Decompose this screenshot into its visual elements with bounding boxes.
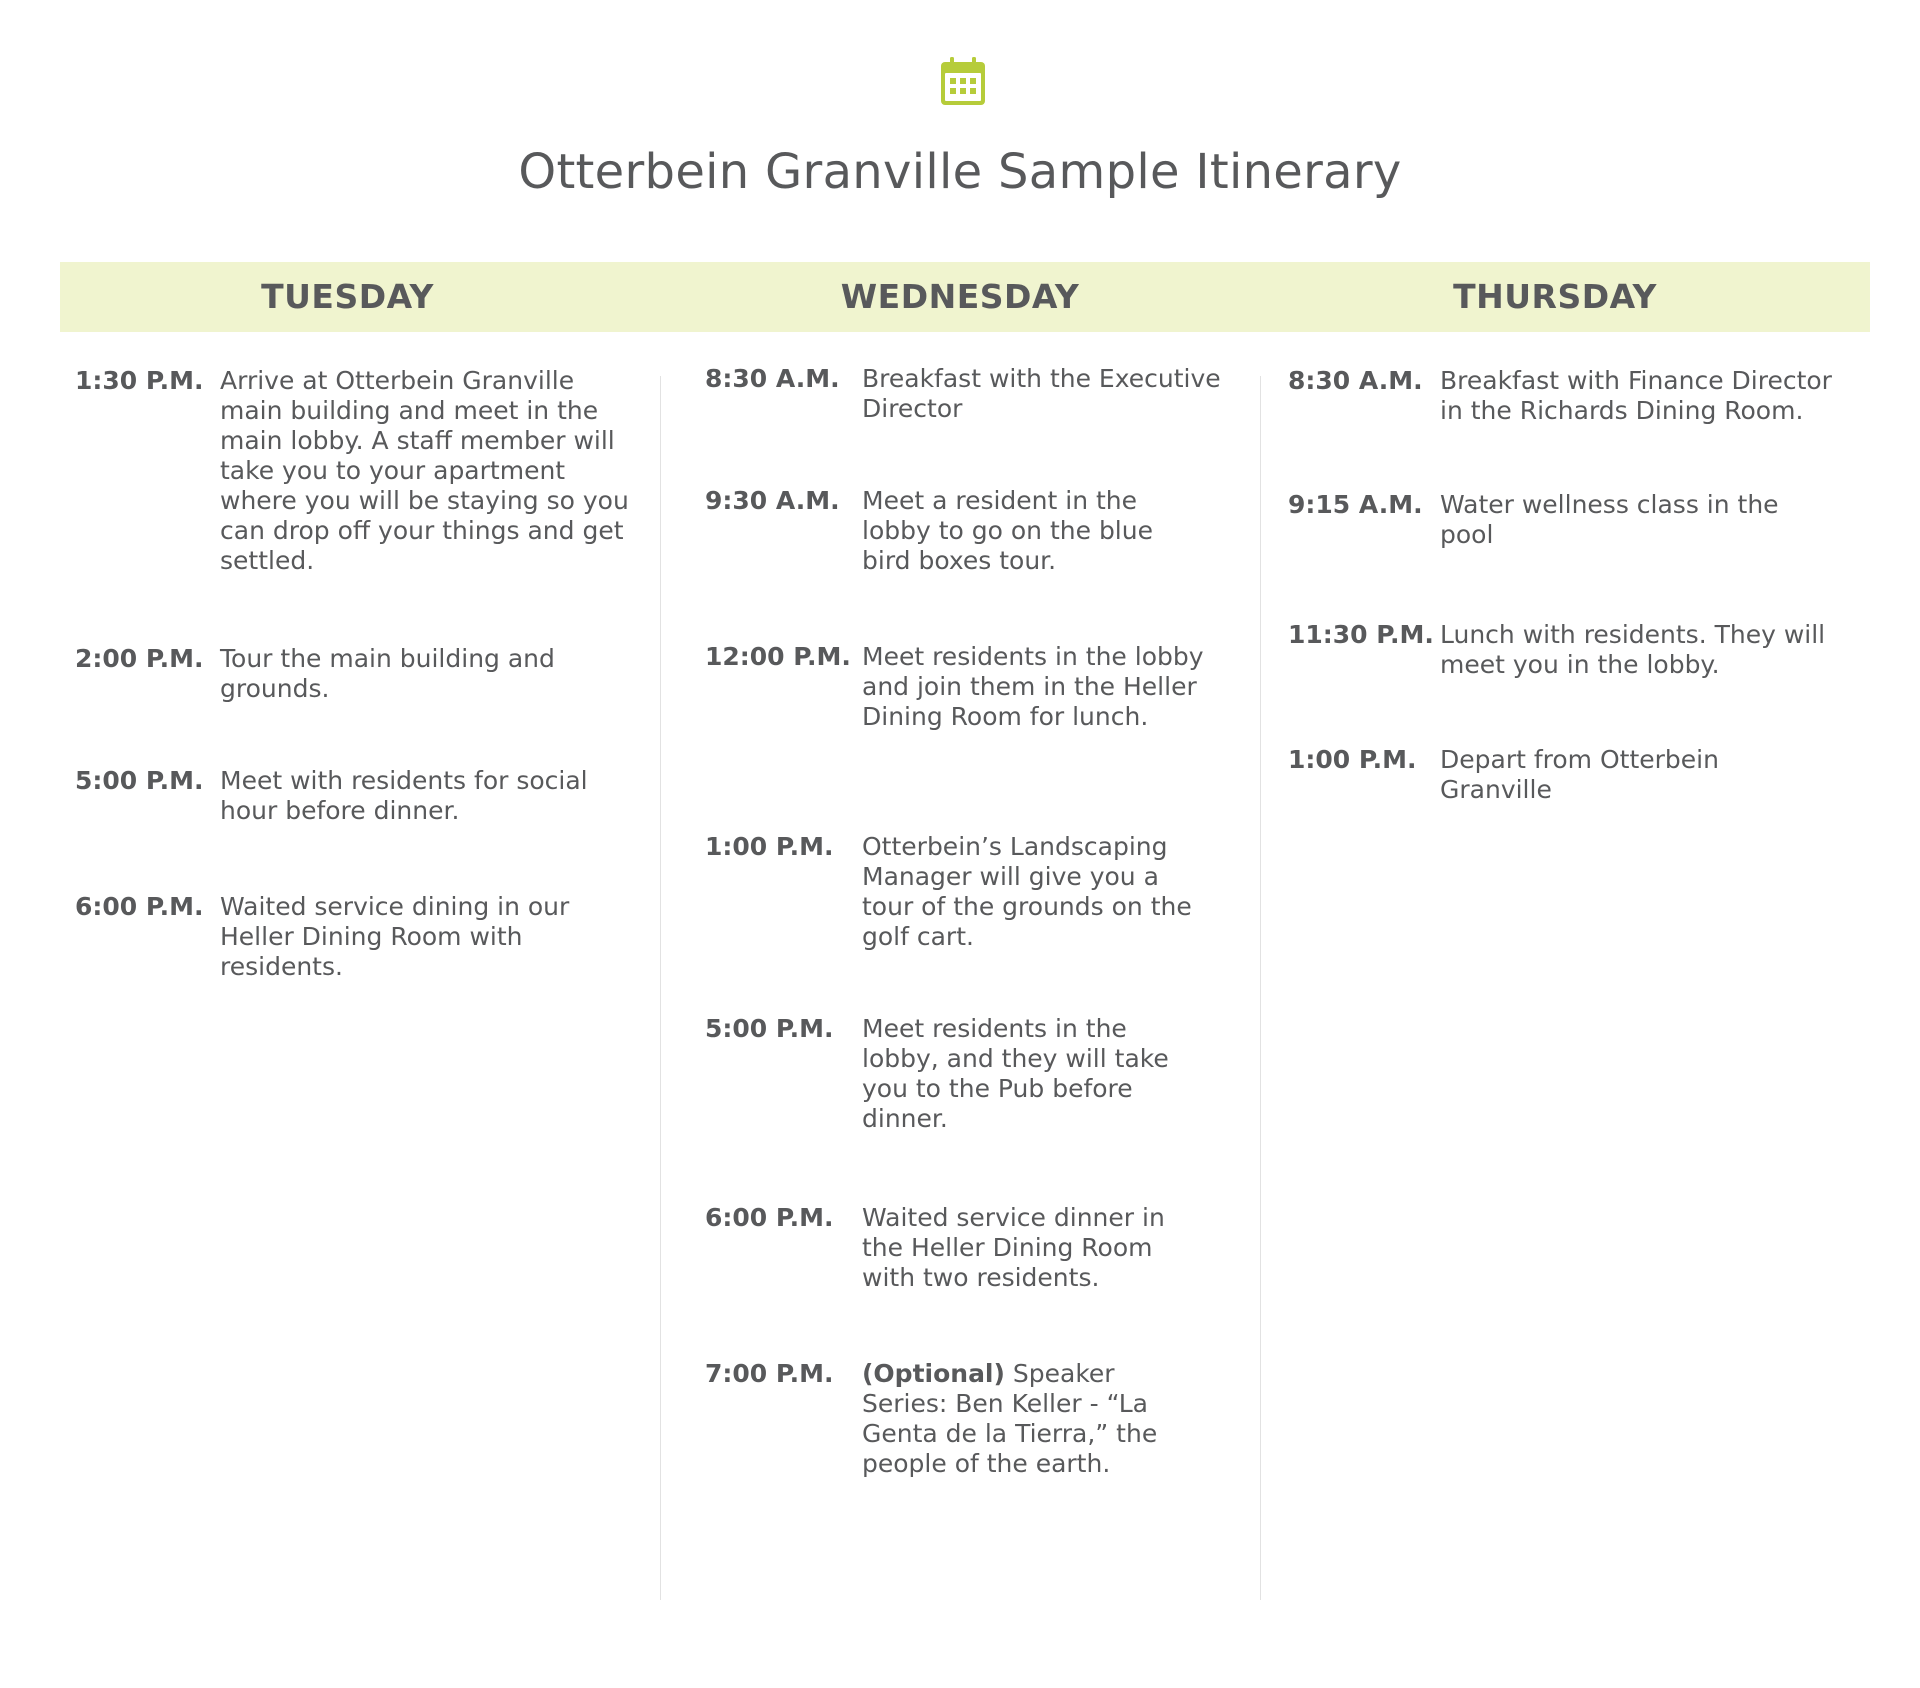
event-time: 6:00 P.M. bbox=[705, 1203, 834, 1232]
event-description: Otterbein’s Landscaping Manager will give you a tour of the grounds on the golf cart. bbox=[862, 832, 1192, 951]
event-time: 12:00 P.M. bbox=[705, 642, 851, 671]
calendar-icon bbox=[940, 56, 986, 106]
event-description: Meet residents in the lobby and join them in the Heller Dining Room for lunch. bbox=[862, 642, 1204, 731]
event-description: Water wellness class in the pool bbox=[1440, 490, 1779, 549]
event-description: Arrive at Otterbein Granville main building and meet in the main lobby. A staff member will take you to your apartment where you will be staying so you can drop off your things and get settled. bbox=[220, 366, 629, 575]
column-divider bbox=[1260, 376, 1261, 1600]
event-time: 7:00 P.M. bbox=[705, 1359, 834, 1388]
optional-label: (Optional) bbox=[862, 1359, 1005, 1388]
event-time: 1:00 P.M. bbox=[705, 832, 834, 861]
column-divider bbox=[660, 376, 661, 1600]
event-description: Waited service dining in our Heller Dining Room with residents. bbox=[220, 892, 570, 981]
event-description: Waited service dinner in the Heller Dining Room with two residents. bbox=[862, 1203, 1165, 1292]
event-description: Meet residents in the lobby, and they will take you to the Pub before dinner. bbox=[862, 1014, 1169, 1133]
event-time: 9:30 A.M. bbox=[705, 486, 840, 515]
event-description: Tour the main building and grounds. bbox=[220, 644, 555, 703]
event-time: 9:15 A.M. bbox=[1288, 490, 1423, 519]
day-header-tuesday: TUESDAY bbox=[261, 277, 434, 316]
event-time: 5:00 P.M. bbox=[75, 766, 204, 795]
day-header-wednesday: WEDNESDAY bbox=[840, 277, 1080, 316]
event-description: Breakfast with Finance Director in the Richards Dining Room. bbox=[1440, 366, 1832, 425]
event-description: Lunch with residents. They will meet you in the lobby. bbox=[1440, 620, 1826, 679]
event-description: Meet with residents for social hour before dinner. bbox=[220, 766, 588, 825]
event-time: 8:30 A.M. bbox=[705, 364, 840, 393]
event-description: Breakfast with the Executive Director bbox=[862, 364, 1221, 423]
event-description: Depart from Otterbein Granville bbox=[1440, 745, 1719, 804]
event-text: Speaker Series: Ben Keller - “La Genta de la Tierra,” the people of the earth. bbox=[862, 1359, 1158, 1478]
event-time: 6:00 P.M. bbox=[75, 892, 204, 921]
event-time: 1:00 P.M. bbox=[1288, 745, 1417, 774]
event-time: 8:30 A.M. bbox=[1288, 366, 1423, 395]
event-description bbox=[862, 1359, 1172, 1479]
event-description: Meet a resident in the lobby to go on the blue bird boxes tour. bbox=[862, 486, 1153, 575]
event-time: 2:00 P.M. bbox=[75, 644, 204, 673]
page-title: Otterbein Granville Sample Itinerary bbox=[518, 144, 1402, 200]
event-time: 1:30 P.M. bbox=[75, 366, 204, 395]
day-header-thursday: THURSDAY bbox=[1453, 277, 1657, 316]
event-time: 5:00 P.M. bbox=[705, 1014, 834, 1043]
event-time: 11:30 P.M. bbox=[1288, 620, 1434, 649]
